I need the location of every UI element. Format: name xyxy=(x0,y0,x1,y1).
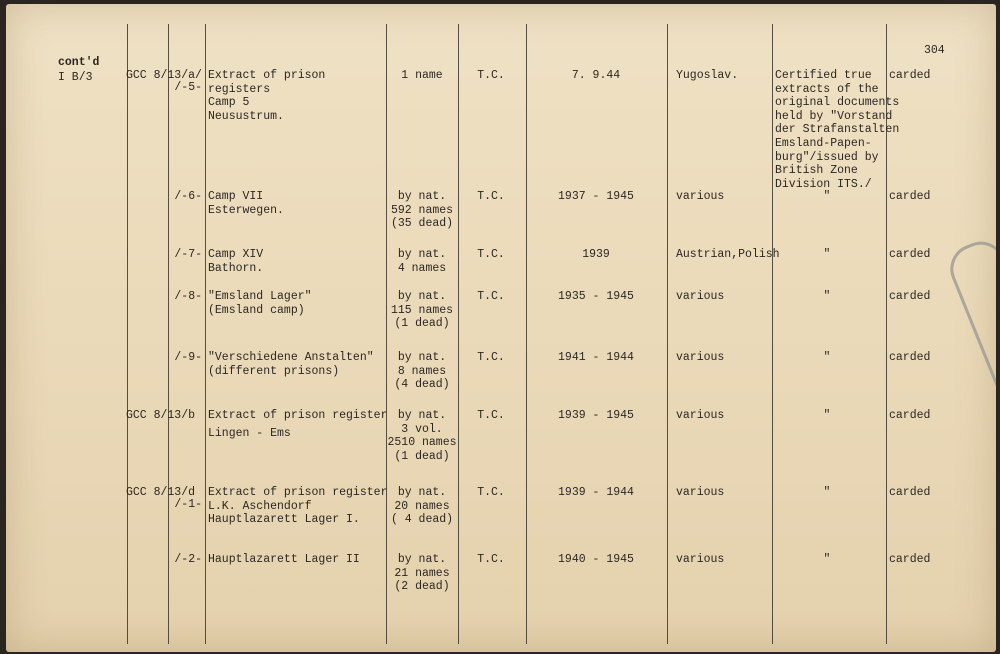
column-rule xyxy=(772,24,773,644)
row-form: T.C. xyxy=(477,553,505,566)
row-source-line: " xyxy=(823,553,831,566)
row-reference: GCC 8/13/b xyxy=(126,409,196,422)
row-description-line: Camp XIV xyxy=(208,248,264,261)
row-description-line: Extract of prison register xyxy=(208,486,388,499)
row-source-line: burg"/issued by xyxy=(775,150,879,164)
row-subnumber: /-6- xyxy=(174,190,202,203)
row-count-line: 2510 names xyxy=(387,436,457,450)
row-subnumber: /-5- xyxy=(174,81,202,94)
row-form: T.C. xyxy=(477,69,505,82)
row-nationality: various xyxy=(676,553,725,566)
row-count-line: 21 names xyxy=(394,566,450,580)
row-subnumber: /-9- xyxy=(174,351,202,364)
row-description-line: Hauptlazarett Lager I. xyxy=(208,513,360,527)
row-status: carded xyxy=(889,248,931,261)
row-count-line: (35 dead) xyxy=(390,217,454,231)
row-count-line: by nat. xyxy=(397,190,447,203)
row-status: carded xyxy=(889,290,931,303)
row-source-line: Emsland-Papen- xyxy=(775,137,872,150)
row-date: 1939 - 1944 xyxy=(558,486,634,499)
row-description-line: Extract of prison register xyxy=(208,409,388,422)
row-description-line: Esterwegen. xyxy=(208,203,284,217)
row-reference: GCC 8/13/d xyxy=(126,486,196,499)
row-form: T.C. xyxy=(477,290,505,303)
row-count-line: 592 names xyxy=(390,203,454,217)
row-subnumber: /-1- xyxy=(174,498,202,511)
row-form: T.C. xyxy=(477,486,505,499)
row-description-line: Neusustrum. xyxy=(208,109,284,123)
column-rule xyxy=(458,24,459,644)
row-nationality: various xyxy=(676,351,725,364)
row-count-line: by nat. xyxy=(397,248,447,261)
row-date: 1935 - 1945 xyxy=(558,290,634,303)
row-description-line: (Emsland camp) xyxy=(208,303,305,317)
row-count-line: by nat. xyxy=(397,486,447,499)
row-description-line: Bathorn. xyxy=(208,261,264,275)
row-nationality: various xyxy=(676,290,725,303)
row-nationality: various xyxy=(676,486,725,499)
document-page xyxy=(6,4,996,652)
row-form: T.C. xyxy=(477,351,505,364)
row-source-line: original documents xyxy=(775,96,900,110)
row-source-line: " xyxy=(823,486,831,499)
row-description-line: "Emsland Lager" xyxy=(208,290,312,303)
row-subnumber: /-7- xyxy=(174,248,202,261)
column-rule xyxy=(168,24,169,644)
section-label: I B/3 xyxy=(58,71,93,84)
row-status: carded xyxy=(889,69,931,82)
row-count-line: 20 names xyxy=(394,499,450,513)
column-rule xyxy=(667,24,668,644)
row-nationality: Austrian,Polish xyxy=(676,248,780,261)
row-status: carded xyxy=(889,190,931,203)
row-count-line: 8 names xyxy=(397,364,447,378)
row-description-line: registers xyxy=(208,82,271,96)
contd-label: cont'd xyxy=(58,56,100,69)
row-description-line: Hauptlazarett Lager II xyxy=(208,553,360,566)
row-source-line: der Strafanstalten xyxy=(775,123,900,137)
row-status: carded xyxy=(889,351,931,364)
row-subnumber: /-8- xyxy=(174,290,202,303)
row-count-line: 4 names xyxy=(397,261,447,275)
row-count-line: by nat. xyxy=(397,351,447,364)
row-nationality: Yugoslav. xyxy=(676,69,739,82)
row-count-line: by nat. xyxy=(397,553,447,566)
paper-clip xyxy=(943,234,996,400)
row-count-line: (1 dead) xyxy=(394,449,450,463)
row-description-line: Extract of prison xyxy=(208,69,326,82)
row-description-line: Lingen - Ems xyxy=(208,426,291,440)
row-form: T.C. xyxy=(477,190,505,203)
column-rule xyxy=(205,24,206,644)
row-count-line: by nat. xyxy=(397,409,447,422)
row-source-line: " xyxy=(823,290,831,303)
row-source-line: British Zone xyxy=(775,164,858,178)
row-source-line: " xyxy=(823,248,831,261)
row-date: 7. 9.44 xyxy=(571,69,621,82)
row-description-line: Camp VII xyxy=(208,190,264,203)
row-description-line: Camp 5 xyxy=(208,96,250,110)
row-date: 1939 xyxy=(582,248,610,261)
row-date: 1939 - 1945 xyxy=(558,409,634,422)
row-source-line: held by "Vorstand xyxy=(775,109,893,123)
row-description-line: L.K. Aschendorf xyxy=(208,499,312,513)
row-count-line: 3 vol. xyxy=(401,422,443,436)
row-source-line: " xyxy=(823,409,831,422)
row-date: 1941 - 1944 xyxy=(558,351,634,364)
column-rule xyxy=(526,24,527,644)
row-status: carded xyxy=(889,409,931,422)
page-number: 304 xyxy=(924,44,945,57)
row-count-line: 115 names xyxy=(390,303,454,317)
row-description-line: (different prisons) xyxy=(208,364,340,378)
row-status: carded xyxy=(889,553,931,566)
row-subnumber: /-2- xyxy=(174,553,202,566)
row-source-line: Division ITS./ xyxy=(775,177,872,191)
row-source-line: " xyxy=(823,351,831,364)
row-form: T.C. xyxy=(477,248,505,261)
row-date: 1940 - 1945 xyxy=(558,553,634,566)
row-nationality: various xyxy=(676,190,725,203)
row-source-line: Certified true xyxy=(775,69,872,82)
row-date: 1937 - 1945 xyxy=(558,190,634,203)
row-count-line: (4 dead) xyxy=(394,378,450,392)
row-count-line: 1 name xyxy=(401,69,443,82)
row-form: T.C. xyxy=(477,409,505,422)
row-description-line: "Verschiedene Anstalten" xyxy=(208,351,374,364)
row-status: carded xyxy=(889,486,931,499)
row-count-line: (2 dead) xyxy=(394,580,450,594)
row-source-line: extracts of the xyxy=(775,82,879,96)
row-count-line: (1 dead) xyxy=(394,317,450,331)
column-rule xyxy=(127,24,128,644)
row-count-line: by nat. xyxy=(397,290,447,303)
row-nationality: various xyxy=(676,409,725,422)
row-source-line: " xyxy=(823,190,831,203)
row-count-line: ( 4 dead) xyxy=(390,513,454,527)
row-reference: GCC 8/13/a/ xyxy=(126,69,202,82)
